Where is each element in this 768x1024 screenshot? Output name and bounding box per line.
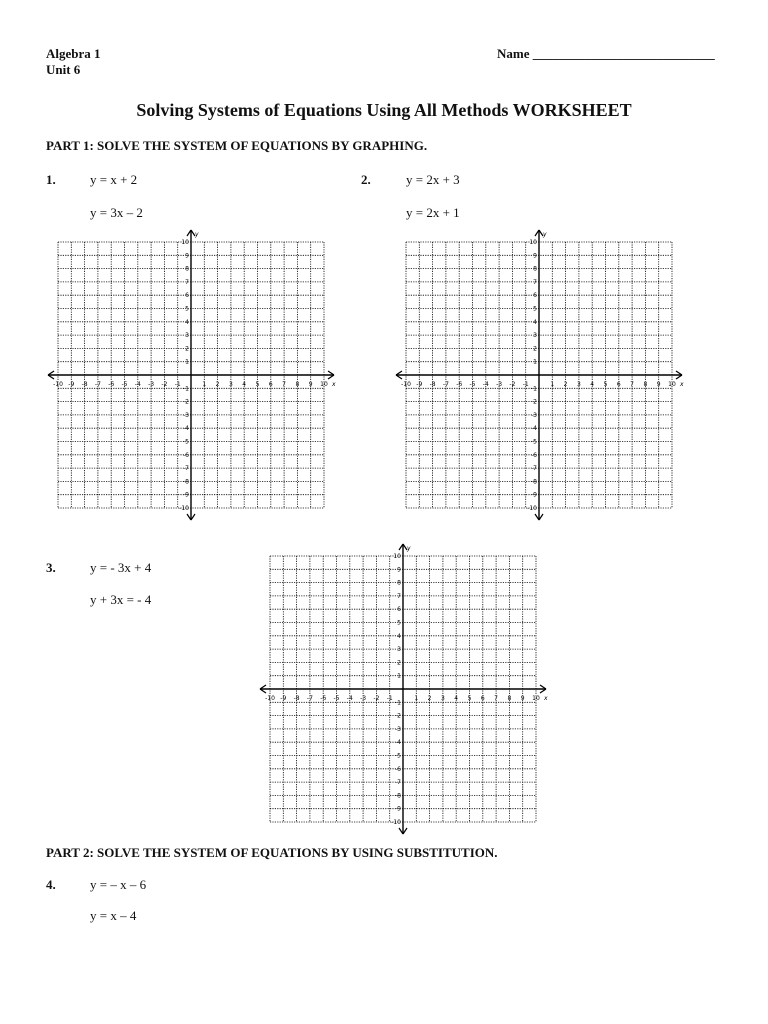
x-tick-label: -2 — [161, 381, 168, 388]
y-tick-label: 6 — [185, 292, 189, 300]
y-tick-label: -1 — [395, 699, 401, 707]
y-tick-label: 2 — [533, 345, 537, 353]
y-axis-label: y — [195, 231, 199, 238]
y-tick-label: 1 — [185, 358, 189, 366]
y-tick-label: -9 — [183, 491, 189, 499]
y-tick-label: -10 — [527, 505, 537, 512]
x-tick-label: 4 — [454, 695, 459, 702]
x-tick-label: -3 — [496, 381, 503, 388]
part2-heading: PART 2: SOLVE THE SYSTEM OF EQUATIONS BY USING SUBSTITUTION. — [46, 845, 498, 860]
x-tick-label: -8 — [81, 381, 88, 388]
x-tick-label: -8 — [429, 381, 436, 388]
x-tick-label: -2 — [509, 381, 516, 388]
problem-2-equation-2: y = 2x + 1 — [406, 205, 460, 220]
problem-4-equation-2: y = x – 4 — [90, 908, 137, 923]
x-tick-label: 3 — [440, 695, 445, 702]
x-tick-label: 1 — [414, 695, 419, 702]
x-tick-label: 2 — [563, 381, 568, 388]
x-tick-label: 10 — [668, 381, 676, 388]
x-tick-label: -3 — [360, 695, 367, 702]
y-tick-label: -3 — [531, 411, 537, 419]
problem-1-equation-1: y = x + 2 — [90, 172, 138, 187]
x-tick-label: 10 — [532, 695, 540, 702]
y-tick-label: 7 — [185, 278, 189, 286]
part1-heading: PART 1: SOLVE THE SYSTEM OF EQUATIONS BY GRAPHING. — [46, 138, 428, 153]
x-tick-label: -6 — [320, 695, 327, 702]
unit-label: Unit 6 — [46, 62, 81, 77]
y-tick-label: 4 — [185, 318, 189, 326]
y-tick-label: 10 — [181, 239, 189, 246]
y-tick-label: -10 — [179, 505, 189, 512]
x-tick-label: 3 — [228, 381, 233, 388]
y-tick-label: 10 — [529, 239, 537, 246]
x-axis-label: x — [544, 695, 548, 702]
y-axis-label: y — [407, 545, 411, 552]
y-tick-label: -2 — [395, 712, 401, 720]
x-tick-label: -4 — [134, 381, 141, 388]
y-tick-label: 2 — [185, 345, 189, 353]
x-tick-label: 8 — [295, 381, 300, 388]
x-tick-label: -7 — [306, 695, 313, 702]
x-tick-label: 2 — [215, 381, 220, 388]
y-tick-label: -6 — [395, 765, 401, 773]
x-tick-label: -1 — [386, 695, 393, 702]
problem-1-equation-2: y = 3x – 2 — [90, 205, 143, 220]
y-tick-label: 9 — [533, 252, 537, 260]
x-tick-label: -5 — [333, 695, 340, 702]
x-tick-label: -7 — [442, 381, 449, 388]
y-tick-label: -5 — [183, 438, 189, 446]
y-tick-label: -7 — [183, 465, 189, 473]
y-tick-label: 8 — [533, 265, 537, 273]
y-tick-label: 7 — [533, 278, 537, 286]
y-tick-label: -1 — [183, 385, 189, 393]
y-tick-label: 5 — [185, 305, 189, 313]
x-tick-label: 8 — [507, 695, 512, 702]
y-tick-label: 7 — [397, 592, 401, 600]
course-label: Algebra 1 — [46, 46, 101, 61]
problem-2-equation-1: y = 2x + 3 — [406, 172, 460, 187]
y-tick-label: -4 — [395, 739, 401, 747]
y-tick-label: -8 — [395, 792, 401, 800]
x-tick-label: -10 — [265, 695, 275, 702]
y-tick-label: -8 — [531, 478, 537, 486]
x-tick-label: 4 — [590, 381, 595, 388]
y-tick-label: -5 — [531, 438, 537, 446]
x-tick-label: -3 — [148, 381, 155, 388]
y-tick-label: 10 — [393, 553, 401, 560]
y-tick-label: -6 — [183, 451, 189, 459]
x-tick-label: 7 — [282, 381, 287, 388]
x-tick-label: -9 — [280, 695, 287, 702]
x-tick-label: 9 — [520, 695, 525, 702]
y-tick-label: 1 — [533, 358, 537, 366]
y-tick-label: -2 — [183, 398, 189, 406]
x-tick-label: 7 — [630, 381, 635, 388]
x-tick-label: -6 — [456, 381, 463, 388]
problem-1-number: 1. — [46, 172, 56, 187]
y-tick-label: -2 — [531, 398, 537, 406]
y-tick-label: 9 — [397, 566, 401, 574]
problem-3-number: 3. — [46, 560, 56, 575]
x-tick-label: 6 — [616, 381, 621, 388]
y-tick-label: 4 — [397, 632, 401, 640]
x-tick-label: 6 — [268, 381, 273, 388]
y-tick-label: -3 — [183, 411, 189, 419]
coordinate-grid-1[interactable] — [46, 226, 336, 526]
y-tick-label: -5 — [395, 752, 401, 760]
x-tick-label: 5 — [467, 695, 472, 702]
x-tick-label: 3 — [576, 381, 581, 388]
x-tick-label: -2 — [373, 695, 380, 702]
name-field[interactable]: Name ____________________________ — [497, 46, 715, 61]
x-tick-label: 5 — [255, 381, 260, 388]
x-tick-label: 10 — [320, 381, 328, 388]
y-tick-label: -3 — [395, 725, 401, 733]
y-tick-label: 4 — [533, 318, 537, 326]
coordinate-grid-3[interactable] — [256, 540, 556, 840]
y-tick-label: 3 — [185, 332, 189, 340]
y-axis-label: y — [543, 231, 547, 238]
x-tick-label: 9 — [656, 381, 661, 388]
y-tick-label: -9 — [395, 805, 401, 813]
x-tick-label: -1 — [174, 381, 181, 388]
y-tick-label: 1 — [397, 672, 401, 680]
y-tick-label: 2 — [397, 659, 401, 667]
y-tick-label: 6 — [533, 292, 537, 300]
x-tick-label: -6 — [108, 381, 115, 388]
y-tick-label: -9 — [531, 491, 537, 499]
x-tick-label: 6 — [480, 695, 485, 702]
x-tick-label: -5 — [121, 381, 128, 388]
y-tick-label: -4 — [531, 425, 537, 433]
y-tick-label: 9 — [185, 252, 189, 260]
worksheet-title: Solving Systems of Equations Using All Methods WORKSHEET — [136, 100, 632, 120]
x-tick-label: -10 — [53, 381, 63, 388]
x-tick-label: -5 — [469, 381, 476, 388]
y-tick-label: -4 — [183, 425, 189, 433]
x-tick-label: -8 — [293, 695, 300, 702]
x-tick-label: -9 — [68, 381, 75, 388]
x-tick-label: -4 — [482, 381, 489, 388]
y-tick-label: 8 — [397, 579, 401, 587]
y-tick-label: -1 — [531, 385, 537, 393]
problem-2-number: 2. — [361, 172, 371, 187]
y-tick-label: -10 — [391, 819, 401, 826]
problem-3-equation-2: y + 3x = - 4 — [90, 592, 152, 607]
y-tick-label: 5 — [397, 619, 401, 627]
y-tick-label: 3 — [397, 646, 401, 654]
y-tick-label: -7 — [395, 779, 401, 787]
x-tick-label: -9 — [416, 381, 423, 388]
y-tick-label: -6 — [531, 451, 537, 459]
x-tick-label: 9 — [308, 381, 313, 388]
problem-4-equation-1: y = – x – 6 — [90, 877, 147, 892]
x-tick-label: -4 — [346, 695, 353, 702]
problem-4-number: 4. — [46, 877, 56, 892]
x-axis-label: x — [680, 381, 684, 388]
y-tick-label: 6 — [397, 606, 401, 614]
y-tick-label: -8 — [183, 478, 189, 486]
x-tick-label: -1 — [522, 381, 529, 388]
y-tick-label: -7 — [531, 465, 537, 473]
x-tick-label: 1 — [550, 381, 555, 388]
y-tick-label: 8 — [185, 265, 189, 273]
x-tick-label: 1 — [202, 381, 207, 388]
x-tick-label: 5 — [603, 381, 608, 388]
y-tick-label: 3 — [533, 332, 537, 340]
x-tick-label: 7 — [494, 695, 499, 702]
x-axis-label: x — [332, 381, 336, 388]
x-tick-label: -7 — [94, 381, 101, 388]
coordinate-grid-2[interactable] — [394, 226, 684, 526]
problem-3-equation-1: y = - 3x + 4 — [90, 560, 152, 575]
x-tick-label: 8 — [643, 381, 648, 388]
x-tick-label: 4 — [242, 381, 247, 388]
x-tick-label: 2 — [427, 695, 432, 702]
x-tick-label: -10 — [401, 381, 411, 388]
y-tick-label: 5 — [533, 305, 537, 313]
